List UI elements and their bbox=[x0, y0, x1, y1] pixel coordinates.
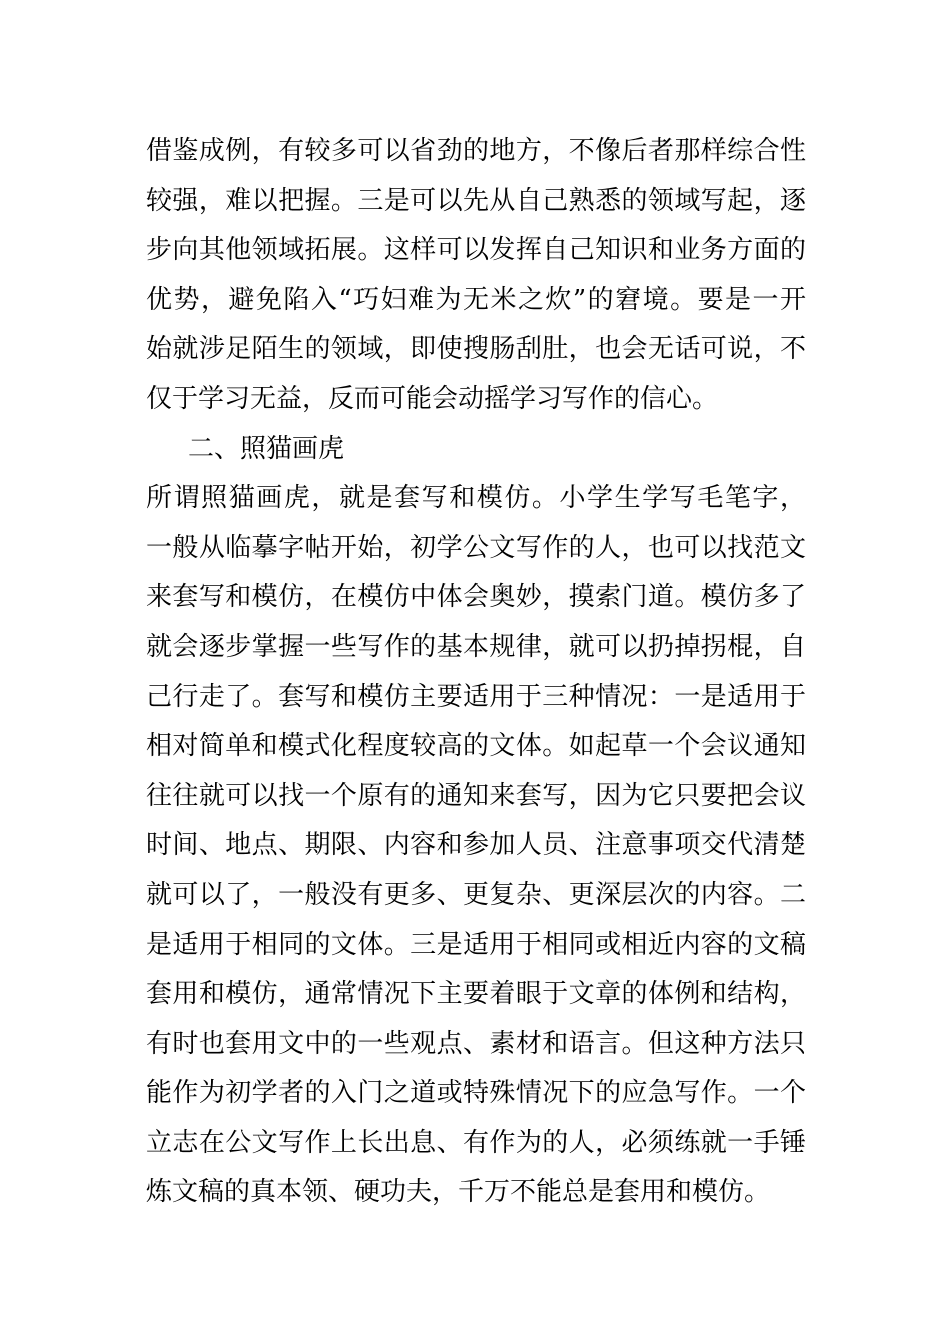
paragraph-line: 己行走了。套写和模仿主要适用于三种情况：一是适用于 bbox=[146, 681, 806, 712]
paragraph-line: 立志在公文写作上长出息、有作为的人，必须练就一手锤 bbox=[146, 1127, 806, 1158]
paragraph-line: 相对简单和模式化程度较高的文体。如起草一个会议通知 bbox=[146, 731, 806, 762]
paragraph-line: 时间、地点、期限、内容和参加人员、注意事项交代清楚 bbox=[146, 830, 806, 861]
paragraph-line: 仅于学习无益，反而可能会动摇学习写作的信心。 bbox=[146, 383, 719, 414]
paragraph-line: 步向其他领域拓展。这样可以发挥自己知识和业务方面的 bbox=[146, 235, 806, 266]
paragraph-line: 往往就可以找一个原有的通知来套写，因为它只要把会议 bbox=[146, 780, 806, 811]
paragraph-line: 是适用于相同的文体。三是适用于相同或相近内容的文稿 bbox=[146, 929, 806, 960]
section-heading: 二、照猫画虎 bbox=[188, 433, 345, 464]
paragraph-imitation bbox=[146, 474, 806, 1218]
paragraph-line: 优势，避免陷入“巧妇难为无米之炊”的窘境。要是一开 bbox=[146, 284, 806, 315]
document-body bbox=[146, 127, 806, 1218]
paragraph-line: 能作为初学者的入门之道或特殊情况下的应急写作。一个 bbox=[146, 1078, 806, 1109]
paragraph-line: 炼文稿的真本领、硬功夫，千万不能总是套用和模仿。 bbox=[146, 1177, 771, 1208]
paragraph-line: 有时也套用文中的一些观点、素材和语言。但这种方法只 bbox=[146, 1028, 806, 1059]
paragraph-line: 就会逐步掌握一些写作的基本规律，就可以扔掉拐棍，自 bbox=[146, 631, 806, 662]
paragraph-line: 套用和模仿，通常情况下主要着眼于文章的体例和结构， bbox=[146, 979, 806, 1010]
paragraph-line: 所谓照猫画虎，就是套写和模仿。小学生学写毛笔字， bbox=[146, 483, 806, 514]
paragraph-line: 来套写和模仿，在模仿中体会奥妙，摸索门道。模仿多了 bbox=[146, 582, 806, 613]
paragraph-line: 就可以了，一般没有更多、更复杂、更深层次的内容。二 bbox=[146, 879, 806, 910]
paragraph-line: 借鉴成例，有较多可以省劲的地方，不像后者那样综合性 bbox=[146, 136, 806, 166]
paragraph-continued bbox=[146, 127, 806, 425]
paragraph-line: 始就涉足陌生的领域，即使搜肠刮肚，也会无话可说，不 bbox=[146, 334, 806, 365]
paragraph-line: 一般从临摹字帖开始，初学公文写作的人，也可以找范文 bbox=[146, 532, 806, 563]
paragraph-line: 较强，难以把握。三是可以先从自己熟悉的领域写起，逐 bbox=[146, 185, 806, 216]
